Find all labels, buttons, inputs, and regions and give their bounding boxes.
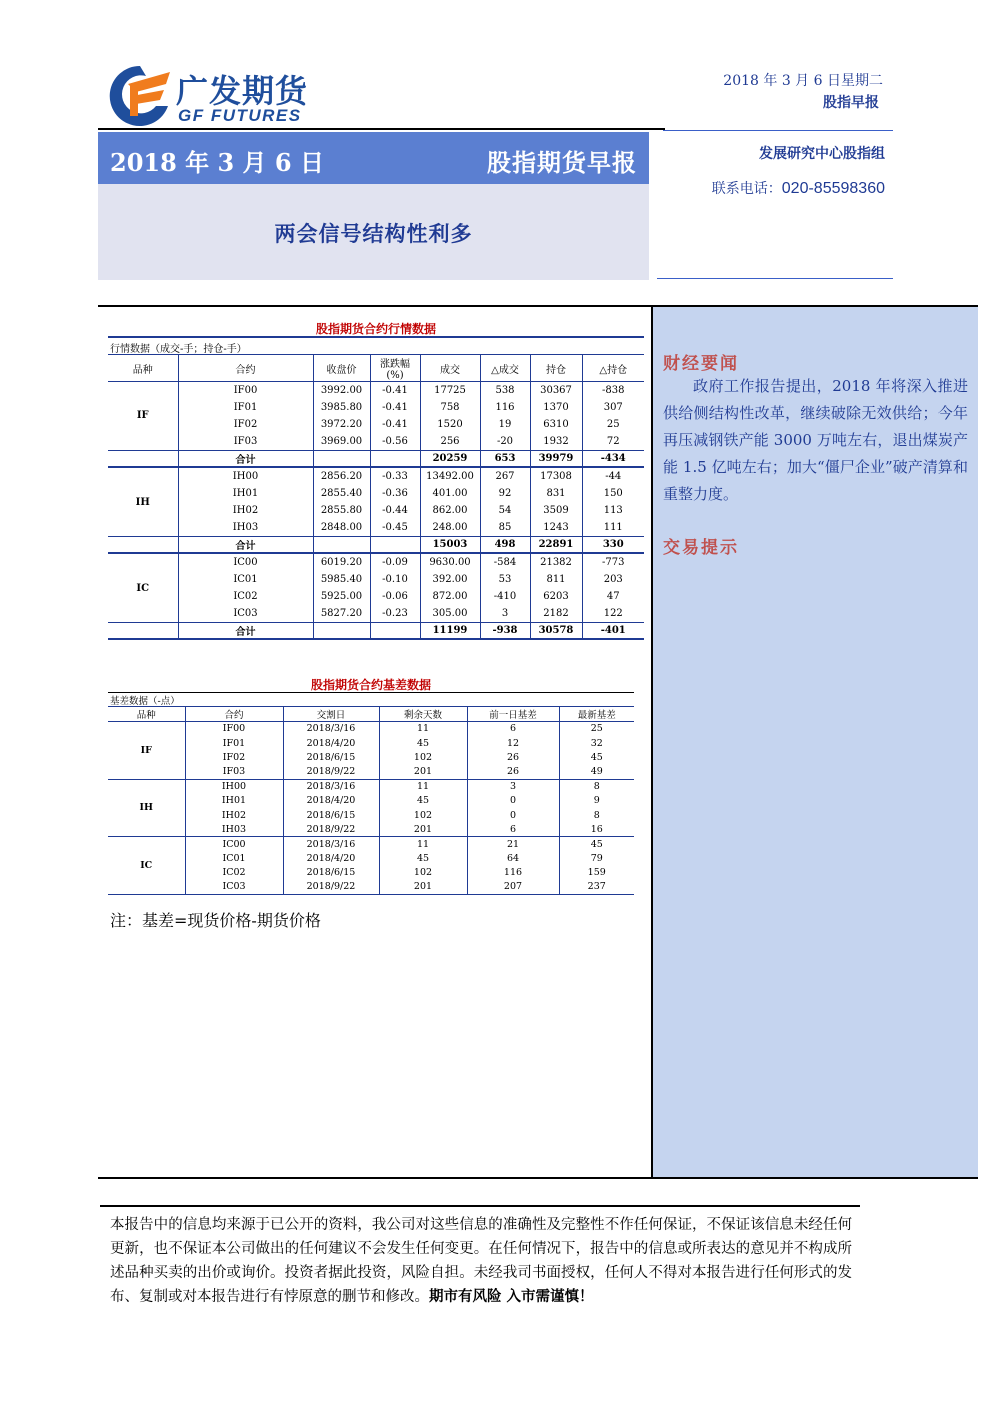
table-cell: IF00 [185,722,283,736]
table-row [108,588,644,605]
table-cell: 12 [467,736,559,750]
table-cell: -0.10 [370,571,420,588]
product-cell: IC [108,837,185,895]
table-row [108,416,644,433]
total-cell [370,622,420,639]
sidebar-panel [651,307,978,1177]
table-cell: -0.36 [370,485,420,502]
basis-table [108,706,634,895]
table-cell: 64 [467,851,559,865]
table-cell: -0.41 [370,382,420,399]
table-cell: 2018/9/22 [283,880,379,894]
total-cell: 39979 [530,450,582,467]
header-cell: 持仓 [530,355,582,382]
table-cell: IH02 [178,502,313,519]
header-cell: 品种 [132,364,153,376]
table-cell: 5985.40 [313,571,370,588]
table-cell: 45 [559,837,634,851]
table-cell: 3985.80 [313,399,370,416]
table-cell: 0 [467,808,559,822]
header-cell: 涨跌幅(%) [370,355,420,382]
table-cell: 392.00 [420,571,480,588]
header-cell: 合约 [185,707,283,722]
table-cell: 2018/6/15 [283,750,379,764]
table-cell: -0.33 [370,467,420,484]
table-cell: 3992.00 [313,382,370,399]
table-row [108,736,634,750]
table-cell: 3 [467,779,559,793]
table-cell: 102 [379,808,467,822]
table-cell: 201 [379,822,467,836]
table-cell: 5925.00 [313,588,370,605]
table-cell: IH01 [185,793,283,807]
table-cell: 401.00 [420,485,480,502]
table-cell: 16 [559,822,634,836]
total-cell: 653 [480,450,530,467]
table-cell: IC00 [185,837,283,851]
table-row [108,502,644,519]
table-row [108,765,634,779]
table-cell: 2018/4/20 [283,851,379,865]
news-body: 政府工作报告提出，2018 年将深入推进供给侧结构性改革，继续破除无效供给；今年再压减钢铁产能 3000 万吨左右，退出煤炭产能 1.5 亿吨左右；加大“僵尸企业”破产清算和重整力度。 [663,377,968,503]
header-cell: 前一日基差 [467,707,559,722]
table-cell: 53 [480,571,530,588]
header-cell: 剩余天数 [379,707,467,722]
table-cell: -410 [480,588,530,605]
product-cell: IF [108,722,185,780]
total-cell: 合计 [178,536,313,553]
table-cell: 111 [582,519,644,536]
table-row [108,880,634,894]
table-cell: 2848.00 [313,519,370,536]
total-row [108,622,644,639]
table-cell: 17725 [420,382,480,399]
table-cell: -0.06 [370,588,420,605]
table-cell: -584 [480,553,530,570]
table-cell: 256 [420,433,480,450]
table-cell: 49 [559,765,634,779]
table-cell: 45 [379,851,467,865]
table-cell: 32 [559,736,634,750]
total-cell: -401 [582,622,644,639]
table-cell: IH00 [185,779,283,793]
table-cell: IC03 [185,880,283,894]
table-cell: 1520 [420,416,480,433]
product-cell: IH [108,467,178,536]
table-row [108,467,644,484]
disclaimer [100,1205,860,1309]
basis-note: 注：基差=现货价格-期货价格 [110,911,321,930]
table-cell: 113 [582,502,644,519]
table-row [108,605,644,622]
table-cell: -838 [582,382,644,399]
total-cell [313,450,370,467]
table-row [108,750,634,764]
table-cell: 6019.20 [313,553,370,570]
table-cell: 201 [379,765,467,779]
table-cell: 25 [582,416,644,433]
total-cell: 22891 [530,536,582,553]
table-cell: 3509 [530,502,582,519]
table-cell: 203 [582,571,644,588]
market-table-header [108,355,644,382]
table-cell: 54 [480,502,530,519]
table-cell: 92 [480,485,530,502]
table-cell: IF00 [178,382,313,399]
total-cell: 15003 [420,536,480,553]
table-cell: 9 [559,793,634,807]
table-cell: 758 [420,399,480,416]
table-cell: IC02 [185,865,283,879]
table-cell: 122 [582,605,644,622]
basis-table-title: 股指期货合约基差数据 [310,678,431,692]
table-cell: -0.45 [370,519,420,536]
table-cell: IH03 [185,822,283,836]
table-row [108,808,634,822]
table-cell: IF01 [178,399,313,416]
table-cell: 2018/3/16 [283,722,379,736]
table-cell: 2018/9/22 [283,822,379,836]
table-cell: 201 [379,880,467,894]
table-cell: 2018/4/20 [283,793,379,807]
table-cell: 26 [467,750,559,764]
table-cell: 9630.00 [420,553,480,570]
table-cell: 5827.20 [313,605,370,622]
table-cell: 102 [379,750,467,764]
table-row [108,433,644,450]
risk-warning: 期市有风险 入市需谨慎！ [429,1288,594,1305]
table-cell: 159 [559,865,634,879]
table-cell: 6310 [530,416,582,433]
table-row [108,519,644,536]
table-cell: 8 [559,808,634,822]
table-cell: 1243 [530,519,582,536]
total-cell [313,622,370,639]
table-row [108,851,634,865]
table-cell: 2855.40 [313,485,370,502]
table-cell: 6 [467,722,559,736]
table-cell: 831 [530,485,582,502]
header-cell: 交割日 [283,707,379,722]
report-date-line: 2018 年 3 月 6 日星期二 [723,73,883,89]
logo-text-cn: 广发期货 [176,72,309,110]
table-cell: IF01 [185,736,283,750]
table-cell: -0.23 [370,605,420,622]
table-cell: 248.00 [420,519,480,536]
table-cell: 2856.20 [313,467,370,484]
disclaimer-text: 本报告中的信息均来源于已公开的资料，我公司对这些信息的准确性及完整性不作任何保证，不保证该信息未经任何更新，也不保证本公司做出的任何建议不会发生任何变更。在任何情况下，报告中的信息或所表达的意见并不构成所述品种买卖的出价或询价。投资者据此投资，风险自担。未经我司书面授权，任何人不得对本报告进行任何形式的发布、复制或对本报告进行有悖原意的删节和修改。 [110,1217,852,1305]
table-cell: 3969.00 [313,433,370,450]
report-subject: 两会信号结构性利多 [274,221,473,246]
header-cell: 收盘价 [313,355,370,382]
table-cell: -773 [582,553,644,570]
table-cell: 26 [467,765,559,779]
header-cell: 成交 [420,355,480,382]
table-cell: IF02 [178,416,313,433]
table-cell: 811 [530,571,582,588]
table-cell: 45 [379,736,467,750]
table-cell: 25 [559,722,634,736]
total-row [108,450,644,467]
table-cell: -44 [582,467,644,484]
total-cell [313,536,370,553]
table-cell: -0.44 [370,502,420,519]
table-cell: 116 [467,865,559,879]
table-row [108,399,644,416]
tips-heading: 交易提示 [663,538,739,558]
title-banner [98,132,649,184]
header-cell: 最新基差 [559,707,634,722]
table-cell: 305.00 [420,605,480,622]
table-cell: IH01 [178,485,313,502]
table-cell: 2018/3/16 [283,779,379,793]
news-heading: 财经要闻 [663,354,739,374]
table-cell: 30367 [530,382,582,399]
product-cell: IF [108,382,178,451]
table-row [108,822,634,836]
basis-table-subtitle: 基差数据（-点） [110,696,180,707]
table-cell: -20 [480,433,530,450]
market-table-rule [108,336,644,338]
banner-title: 股指期货早报 [487,148,637,177]
table-cell: 19 [480,416,530,433]
gf-logo-icon [106,62,174,128]
table-cell: 207 [467,880,559,894]
basis-table-header [108,707,634,722]
table-row [108,865,634,879]
basis-table-rule [108,692,634,693]
table-cell: IH00 [178,467,313,484]
table-cell: -0.56 [370,433,420,450]
table-cell [108,450,178,467]
table-cell: 13492.00 [420,467,480,484]
table-cell: IH02 [185,808,283,822]
market-table-title: 股指期货合约行情数据 [315,322,436,336]
table-cell: 21382 [530,553,582,570]
table-cell: 1932 [530,433,582,450]
market-table-subtitle: 行情数据（成交-手；持仓-手） [110,344,247,355]
table-cell: IF03 [178,433,313,450]
contact-number: 020-85598360 [781,180,885,197]
table-cell: IC03 [178,605,313,622]
contact-line [712,178,885,198]
table-cell: 538 [480,382,530,399]
table-cell: 47 [582,588,644,605]
table-cell: 85 [480,519,530,536]
table-row [108,485,644,502]
table-row [108,779,634,793]
table-cell: -0.41 [370,399,420,416]
table-cell: 1370 [530,399,582,416]
table-row [108,382,644,399]
table-cell: 11 [379,722,467,736]
contact-label: 联系电话： [711,181,782,197]
table-cell: 2018/4/20 [283,736,379,750]
table-cell: IF02 [185,750,283,764]
table-cell: 307 [582,399,644,416]
table-cell: 72 [582,433,644,450]
table-cell: 116 [480,399,530,416]
table-cell: 0 [467,793,559,807]
table-cell: 45 [379,793,467,807]
table-cell: 6 [467,822,559,836]
header-cell: △持仓 [582,355,644,382]
table-cell: IC02 [178,588,313,605]
table-cell: 2182 [530,605,582,622]
total-cell: 330 [582,536,644,553]
table-cell: 8 [559,779,634,793]
market-table [108,354,644,640]
table-cell: 862.00 [420,502,480,519]
total-cell: 498 [480,536,530,553]
table-row [108,722,634,736]
table-cell: IC00 [178,553,313,570]
table-row [108,571,644,588]
table-cell: 11 [379,837,467,851]
total-cell: 30578 [530,622,582,639]
table-cell: 6203 [530,588,582,605]
header-cell: △成交 [480,355,530,382]
table-cell: 3 [480,605,530,622]
table-cell: 2018/6/15 [283,808,379,822]
table-cell: 3972.20 [313,416,370,433]
header-cell: 品种 [136,710,156,721]
table-cell: IC01 [185,851,283,865]
header-cell: 合约 [178,355,313,382]
table-cell: 237 [559,880,634,894]
department: 发展研究中心股指组 [759,146,885,162]
total-cell: 20259 [420,450,480,467]
table-cell: IH03 [178,519,313,536]
table-cell: -0.41 [370,416,420,433]
table-cell: 872.00 [420,588,480,605]
table-row [108,793,634,807]
total-cell: 合计 [178,450,313,467]
table-cell: IC01 [178,571,313,588]
table-cell: 102 [379,865,467,879]
banner-date: 2018 年 3 月 6 日 [110,148,324,177]
header-divider [98,128,665,130]
total-row [108,536,644,553]
table-cell [108,536,178,553]
table-cell: 11 [379,779,467,793]
table-cell [108,622,178,639]
table-cell: 2018/9/22 [283,765,379,779]
table-cell: 2018/6/15 [283,865,379,879]
table-cell: 150 [582,485,644,502]
total-cell: -434 [582,450,644,467]
right-divider-bottom [657,278,893,279]
table-cell: 2018/3/16 [283,837,379,851]
total-cell: 合计 [178,622,313,639]
logo-text-en: GF FUTURES [178,106,302,125]
product-cell: IC [108,553,178,622]
table-cell: 267 [480,467,530,484]
total-cell: 11199 [420,622,480,639]
table-row [108,837,634,851]
report-type: 股指早报 [823,95,879,111]
table-cell: 21 [467,837,559,851]
subject-box [98,184,649,280]
total-cell [370,450,420,467]
table-cell: 17308 [530,467,582,484]
product-cell: IH [108,779,185,837]
table-row [108,553,644,570]
total-cell [370,536,420,553]
table-cell: -0.09 [370,553,420,570]
total-cell: -938 [480,622,530,639]
table-cell: 79 [559,851,634,865]
company-logo [106,62,366,132]
right-divider-top [663,130,893,131]
table-cell: 2855.80 [313,502,370,519]
table-cell: 45 [559,750,634,764]
table-cell: IF03 [185,765,283,779]
